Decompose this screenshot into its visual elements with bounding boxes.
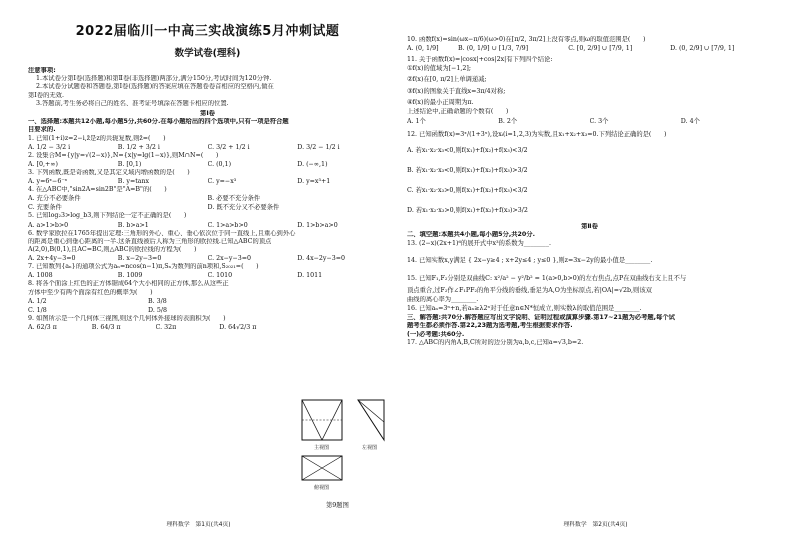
option-c: C. 1>a>b>0 [207,221,248,229]
question-11: 11. 关于函数f(x)=|cosx|+cos|2x|有下列四个结论: [407,56,553,64]
notes-heading: 注意事项: [28,67,56,74]
question-12: 12. 已知函数f(x)=3ˣ/(1+3ˣ),设xᵢ(i=1,2,3)为实数,且x₁+x₂+x₃=0.下列结论正确的是( ) [407,130,667,138]
option-d: D. 既不充分又不必要条件 [207,204,280,212]
option-c: C. 1010 [207,272,233,280]
option-c: C. 3/2 + 1/2 i [207,143,250,151]
statement-2: ②f(x)在[0, π/2]上单调递减; [407,76,487,84]
option-c: C. [0, 2/9] ∪ [7/9, 1] [568,45,633,53]
option-c: C. y=−x³ [207,178,237,186]
option-a: A. 1008 [28,272,53,280]
exam-title: 2022届临川一中高三实战演练5月冲刺试题 [75,24,340,39]
fill-instruction: 二、填空题:本题共4小题,每小题5分,共20分. [407,230,535,238]
option-b: B. 3/8 [148,297,167,305]
note-line: 2.本试卷分试题卷和答题卷,第Ⅰ卷(选择题)的答案应填在答题卷卷首相应的空格内,做在 [36,83,274,91]
q2-options [28,160,387,169]
question-15-cont: 顶点重合,过F₂作∠F₁PF₂的角平分线的垂线,垂足为A,O为坐标原点,若|OA|=√2b,则该双 [407,287,652,295]
note-line: 1.本试卷分第Ⅰ卷(选择题)和第Ⅱ卷(非选择题)两部分,满分150分,考试时间为120分钟. [36,75,272,83]
option-d: D. 1011 [297,272,323,280]
option-b: B. 1009 [117,272,143,280]
option-b: B. 1/2 + 3/2 i [117,143,160,151]
q1-options [28,143,387,152]
question-14: 14. 已知实数x,y满足 { 2x−y≥4 ; x+2y≤4 ; y≤0 },则z=3x−2y的最小值是________. [407,257,653,265]
option-b: B. x−2y−3=0 [117,255,162,263]
question-5: 5. 已知log₂3>log_b3,则下列结论一定不正确的是( ) [28,212,187,220]
q3-options [28,177,387,186]
option-d: D. 若x₁·x₂·x₃>0,则f(x₁)+f(x₂)+f(x₃)>3/2 [407,206,528,214]
side-view-drawing [354,398,390,442]
question-2: 2. 设集合M={y|y=√(2−x)},N={x|y=lg(1−x)},则M∩N=( ) [28,151,219,159]
option-a: A. 2x+4y−3=0 [28,255,76,263]
part1-instruction: 目要求的. [28,126,56,134]
option-b: B. [0,1) [117,161,142,169]
option-d: D. 4个 [680,117,700,125]
option-c: C. 2x−y−3=0 [207,255,252,263]
q8-options-cd [28,306,268,315]
question-16: 16. 已知aₙ=3ⁿ+n,若aₙ≥λ2ⁿ对于任意n∈N*恒成立,则实数λ的取值范围是________. [407,305,642,313]
q6-options [28,254,387,263]
option-a: A. y=6ˣ−6⁻ˣ [28,178,68,186]
statement-4: ④f(x)的最小正周期为π. [407,99,474,107]
q9-options [28,323,283,332]
option-a: A. 1/2 − 3/2 i [28,143,71,151]
q10-options [407,44,772,53]
required-heading: (一)必考题:共60分. [407,330,465,338]
part2-label: 第Ⅱ卷 [581,222,598,230]
part1-instruction: 一、选择题:本题共12小题,每小题5分,共60分.在每小题给出的四个选项中,只有一项是符合题 [28,118,289,126]
option-d: D. 3/2 − 1/2 i [297,143,340,151]
q8-options-ab [28,297,268,306]
solve-instruction: 题考生都必须作答.第22,23题为选考题,考生根据要求作答. [407,322,573,330]
option-a: A. 1/2 [28,297,47,305]
side-view-label: 左视图 [362,445,378,451]
option-b: B. 必要不充分条件 [207,195,261,203]
option-d: D. 5/8 [148,306,167,314]
question-8: 8. 将各个面涂上红色的正方体锯成64个大小相同的正方体,那么从这些正 [28,280,229,288]
option-d: D. 4x−2y−3=0 [297,255,346,263]
option-b: B. 64/3 π [91,324,121,332]
question-1: 1. 已知(1+i)z=2−i,z̄是z的共轭复数,则z̄=( ) [28,134,166,142]
option-c: C. 充要条件 [28,204,62,212]
page-footer: 理科数学 第1页(共4页) [166,522,231,528]
note-line: 第Ⅰ卷的无效. [28,91,64,99]
option-a: A. 1个 [407,117,426,125]
q4-options-cd [28,203,387,212]
option-d: D. (0, 2/9] ∪ [7/9, 1] [670,45,735,53]
q7-options [28,271,387,280]
option-b: B. y=tanx [117,178,150,186]
statement-3: ③f(x)的图象关于直线x=3π/4对称; [407,88,506,96]
solve-instruction: 三、解答题:共70分.解答题应写出文字说明、证明过程或演算步骤.第17~21题为必考题,每个试 [407,314,675,322]
option-b: B. 若x₁·x₂·x₃<0,则f(x₁)+f(x₂)+f(x₃)>3/2 [407,166,528,174]
question-15: 15. 已知F₁,F₂分别是双曲线C: x²/a² − y²/b² = 1(a>0,b>0)的左右焦点,点P在双曲线右支上且不与 [407,275,687,283]
question-17: 17. △ABC的内角A,B,C所对的边分别为a,b,c,已知a=√3,b=2. [407,338,584,346]
option-b: B. (0, 1/9] ∪ [1/3, 7/9] [457,45,529,53]
front-view-drawing [300,398,344,442]
q9-figure [298,398,398,518]
option-d: D. 1>b>a>0 [297,221,338,229]
part1-label: 第Ⅰ卷 [200,110,215,118]
note-line: 3.答题前,考生务必将自己的姓名、准考证号填涂在答题卡相应的位置. [36,99,229,107]
option-a: A. [0,+∞) [28,161,58,169]
option-c: C. (0,1) [207,161,232,169]
question-10: 10. 函数f(x)=sin(ωx−π/6)(ω>0)在[π/2, 3π/2]上没有零点,则ω的取值范围是( ) [407,36,646,43]
option-c: C. 3个 [589,117,609,125]
q4-options-ab [28,194,387,203]
question-15-cont: 曲线的离心率为________. [407,296,479,304]
front-view-label: 主视图 [314,445,330,451]
option-a: A. 62/3 π [28,324,57,332]
question-7: 7. 已知数列{aₙ}的通项公式为aₙ=ncos(n−1)π,Sₙ为数列的前n项和,S₂₀₂₁=( ) [28,263,259,271]
option-c: C. 32π [155,324,177,332]
option-c: C. 若x₁·x₂·x₃>0,则f(x₁)+f(x₂)+f(x₃)<3/2 [407,186,528,194]
option-a: A. 若x₁·x₂·x₃<0,则f(x₁)+f(x₂)+f(x₃)<3/2 [407,146,528,154]
question-13: 13. (2−x)(2x+1)⁶的展开式中x³的系数为________. [407,240,551,248]
question-4: 4. 在△ABC中,"sin2A=sin2B"是"A=B"的( ) [28,186,167,194]
option-b: B. b>a>1 [117,221,149,229]
page-right [397,0,794,542]
question-3: 3. 下列函数,既是奇函数,又是其定义域内增函数的是( ) [28,169,190,177]
option-d: D. 64√2/3 π [219,324,257,332]
question-6: 6. 数学家欧拉在1765年提出定理:三角形的外心、重心、垂心依次位于同一直线上,且重心到外心 [28,229,296,237]
question-6-cont: 的距离是重心到垂心距离的一半.这条直线被后人称为三角形的欧拉线.已知△ABC的顶点 [28,237,272,245]
option-b: B. 2个 [498,117,518,125]
option-a: A. a>1>b>0 [28,221,69,229]
option-a: A. (0, 1/9] [407,45,439,53]
option-d: D. (−∞,1) [297,161,328,169]
option-c: C. 1/8 [28,306,47,314]
option-a: A. 充分不必要条件 [28,195,81,203]
question-8-cont: 方体中至少有两个面涂有红色的概率为( ) [28,288,153,296]
q11-options [407,117,772,126]
top-view-label: 俯视图 [314,485,330,491]
option-d: D. y=x³+1 [297,178,331,186]
q5-options [28,221,387,230]
statement-1: ①f(x)的值域为[−1,2]; [407,65,471,73]
page-footer: 理科数学 第2页(共4页) [563,522,628,528]
figure-caption: 第9题图 [326,502,349,509]
question-9: 9. 如图所示是一个几何体三视图,则这个几何体外接球的表面积为( ) [28,314,226,322]
exam-subtitle: 数学试卷(理科) [174,48,241,59]
question-11-ask: 上述结论中,正确命题的个数有( ) [407,108,509,116]
question-6-cont: A(2,0),B(0,1),且AC=BC,则△ABC的欧拉线的方程为( ) [28,246,197,254]
